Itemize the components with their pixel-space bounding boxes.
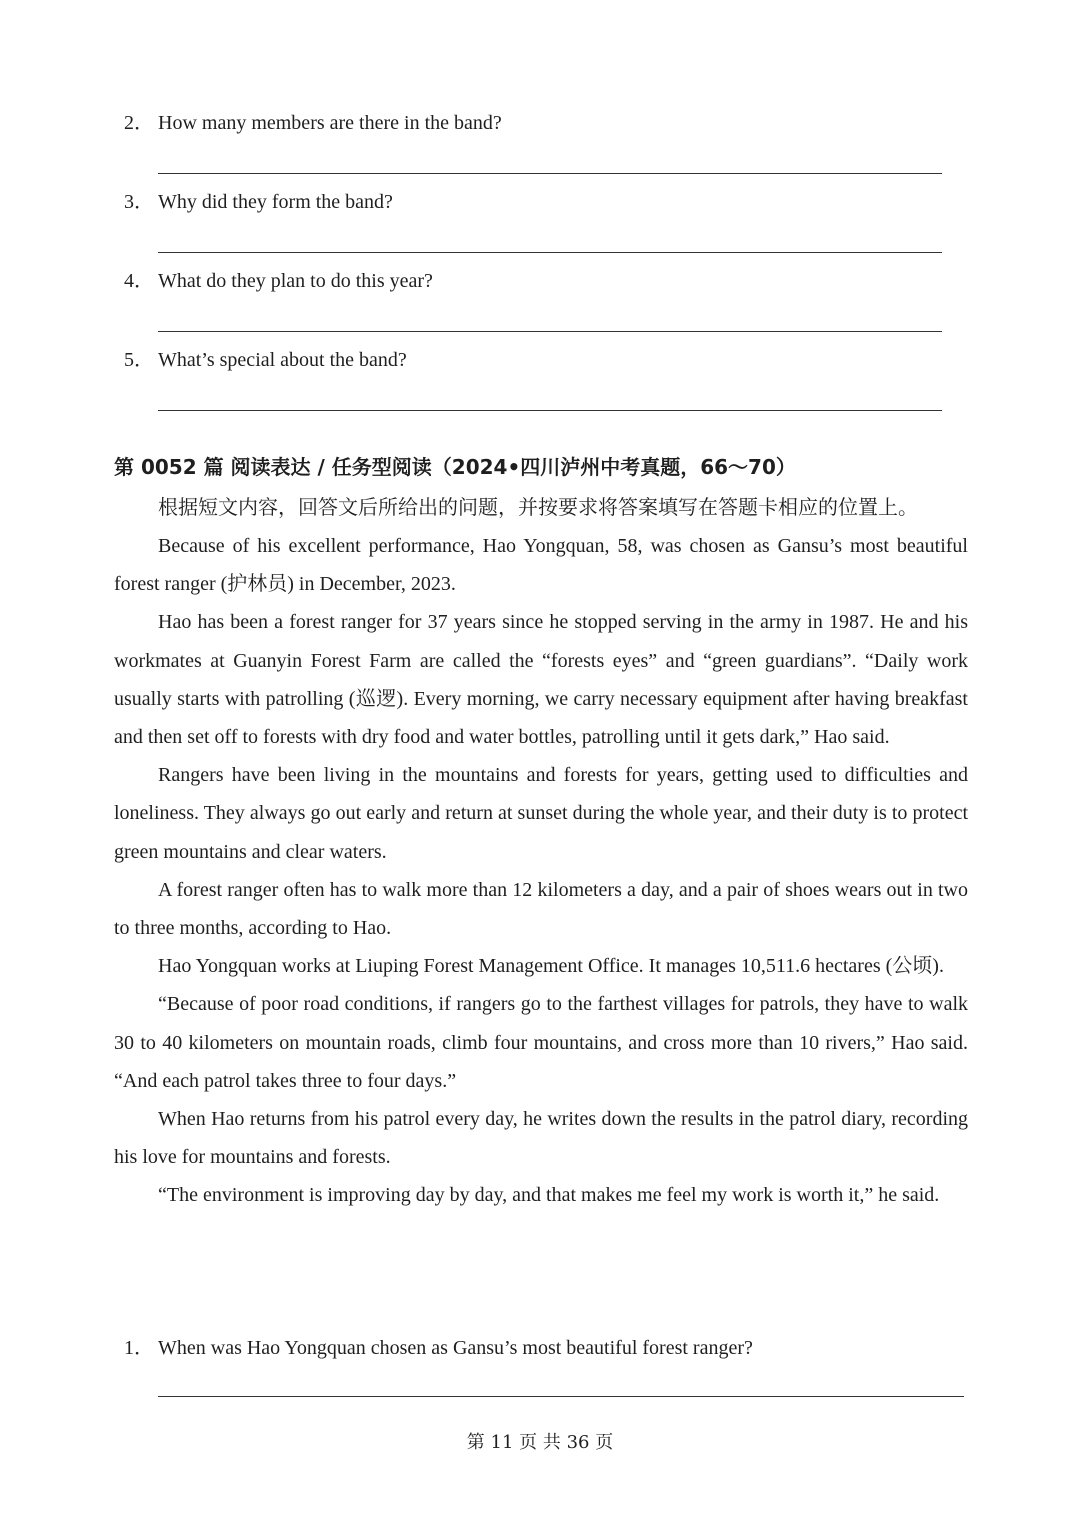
answer-line-1[interactable]	[158, 1396, 964, 1397]
question-number: 4．	[124, 270, 154, 292]
passage-paragraph: Hao Yongquan works at Liuping Forest Management Office. It manages 10,511.6 hectares (公顷).	[158, 955, 944, 978]
question-text: When was Hao Yongquan chosen as Gansu’s most beautiful forest ranger?	[158, 1337, 753, 1359]
passage-paragraph: “The environment is improving day by day, and that makes me feel my work is worth it,” he said.	[158, 1184, 940, 1207]
passage-paragraph: Rangers have been living in the mountains and forests for years, getting used to difficulties and loneliness. They always go out early and return at sunset during the whole year, and their duty is to protect green mountains and clear waters.	[114, 764, 968, 863]
question-3	[124, 188, 393, 216]
passage-paragraph: Hao has been a forest ranger for 37 years since he stopped serving in the army in 1987. He and his workmates at Guanyin Forest Farm are called the “forests eyes” and “green guardians”. “Daily work usually starts with patrolling (巡逻). Every morning, we carry necessary equipment after having breakfast and then set off to forests with dry food and water bottles, patrolling until it gets dark,” Hao said.	[114, 611, 968, 749]
passage-paragraph: Because of his excellent performance, Hao Yongquan, 58, was chosen as Gansu’s most beautiful forest ranger (护林员) in December, 2023.	[114, 535, 968, 596]
page-footer: 第 11 页 共 36 页	[466, 1432, 614, 1453]
answer-line-3[interactable]	[158, 252, 942, 253]
question-text: How many members are there in the band?	[158, 112, 502, 134]
question-text: What do they plan to do this year?	[158, 270, 433, 292]
answer-line-5[interactable]	[158, 410, 942, 411]
question-4	[124, 267, 433, 295]
question-5	[124, 346, 407, 374]
passage-paragraph: A forest ranger often has to walk more than 12 kilometers a day, and a pair of shoes wears out in two to three months, according to Hao.	[114, 878, 968, 940]
passage-paragraph: “Because of poor road conditions, if rangers go to the farthest villages for patrols, they have to walk 30 to 40 kilometers on mountain roads, climb four mountains, and cross more than 10 rivers,” Hao said. “And each patrol takes three to four days.”	[114, 993, 968, 1092]
question-number: 5．	[124, 349, 154, 371]
section-instruction: 根据短文内容，回答文后所给出的问题，并按要求将答案填写在答题卡相应的位置上。	[158, 495, 918, 519]
answer-line-4[interactable]	[158, 331, 942, 332]
section-header: 第 0052 篇 阅读表达 / 任务型阅读（2024•四川泸州中考真题，66～70）	[114, 455, 796, 479]
question-number: 2．	[124, 112, 154, 134]
reading-passage	[114, 527, 968, 1215]
passage-paragraph: When Hao returns from his patrol every day, he writes down the results in the patrol diary, recording his love for mountains and forests.	[114, 1108, 968, 1169]
question-text: What’s special about the band?	[158, 349, 407, 371]
question-number: 1．	[124, 1337, 154, 1359]
answer-line-2[interactable]	[158, 173, 942, 174]
question-2	[124, 109, 502, 137]
question-text: Why did they form the band?	[158, 191, 393, 213]
question-number: 3．	[124, 191, 154, 213]
question-1	[124, 1334, 753, 1362]
